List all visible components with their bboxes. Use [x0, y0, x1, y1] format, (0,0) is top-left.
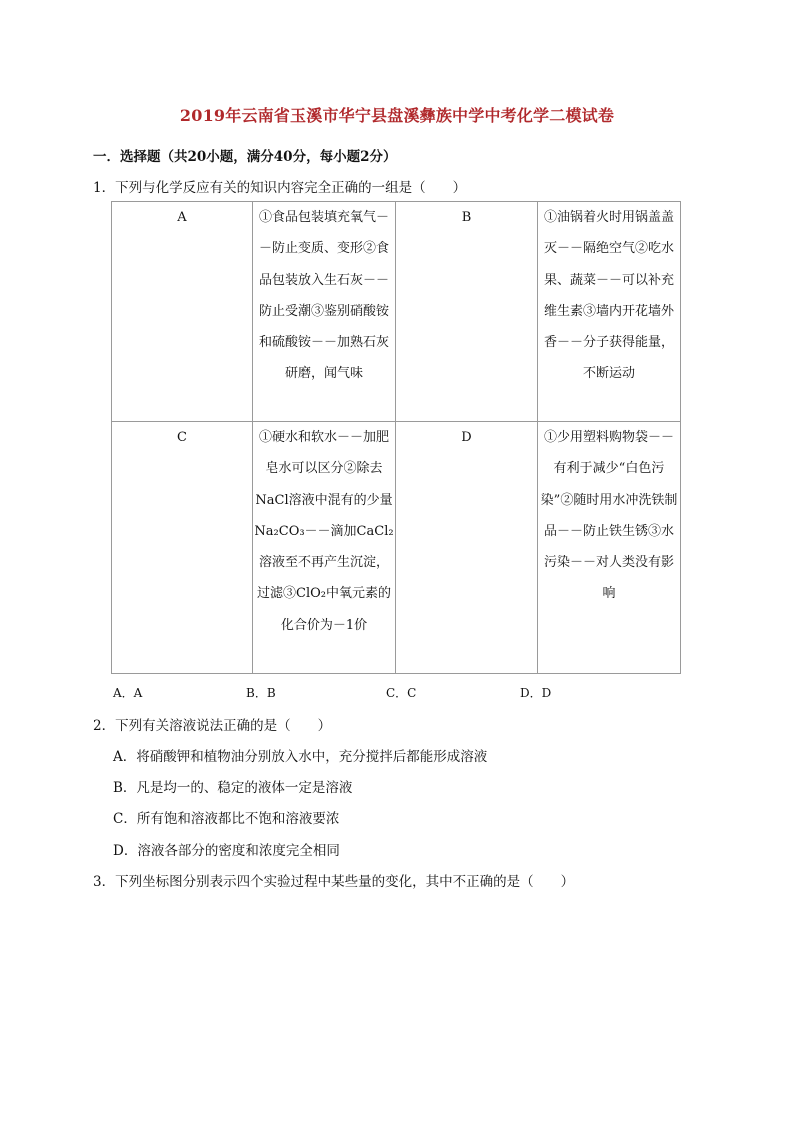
table-cell-label-c: C — [112, 422, 253, 674]
exam-title: 2019年云南省玉溪市华宁县盘溪彝族中学中考化学二模试卷 — [179, 106, 615, 125]
section-heading: 一．选择题（共20小题，满分40分，每小题2分） — [93, 149, 397, 165]
question-2-option-b: B．凡是均一的、稳定的液体一定是溶液 — [113, 780, 353, 796]
answer-option-b: B．B — [246, 686, 276, 700]
table-cell-content-c: ①硬水和软水－－加肥皂水可以区分②除去NaCl溶液中混有的少量Na₂CO₃－－滴加CaCl₂溶液至不再产生沉淀，过滤③ClO₂中氧元素的化合价为－1价 — [253, 422, 396, 674]
answer-option-a: A．A — [113, 686, 143, 700]
table-cell-label-b: B — [396, 202, 538, 422]
question-3-stem: 3．下列坐标图分别表示四个实验过程中某些量的变化，其中不正确的是（ ） — [93, 874, 575, 890]
table-row — [112, 202, 681, 422]
question-2-option-a: A．将硝酸钾和植物油分别放入水中，充分搅拌后都能形成溶液 — [113, 749, 488, 765]
table-cell-label-d: D — [396, 422, 538, 674]
answer-option-c: C．C — [386, 686, 417, 700]
table-cell-content-b: ①油锅着火时用锅盖盖灭－－隔绝空气②吃水果、蔬菜－－可以补充维生素③墙内开花墙外香－－分子获得能量，不断运动 — [538, 202, 681, 422]
table-row — [112, 422, 681, 674]
question-1-stem: 1．下列与化学反应有关的知识内容完全正确的一组是（ ） — [93, 180, 467, 196]
answer-option-d: D．D — [520, 686, 552, 700]
question-2-stem: 2．下列有关溶液说法正确的是（ ） — [93, 718, 332, 734]
question-1-table — [111, 201, 681, 674]
question-2-option-d: D．溶液各部分的密度和浓度完全相同 — [113, 843, 340, 859]
table-cell-content-d: ①少用塑料购物袋－－有利于减少“白色污染”②随时用水冲洗铁制品－－防止铁生锈③水污染－－对人类没有影响 — [538, 422, 681, 674]
table-cell-content-a: ①食品包装填充氧气－－防止变质、变形②食品包装放入生石灰－－防止受潮③鉴别硝酸铵和硫酸铵－－加熟石灰研磨，闻气味 — [253, 202, 396, 422]
table-cell-label-a: A — [112, 202, 253, 422]
question-2-option-c: C．所有饱和溶液都比不饱和溶液要浓 — [113, 811, 340, 827]
